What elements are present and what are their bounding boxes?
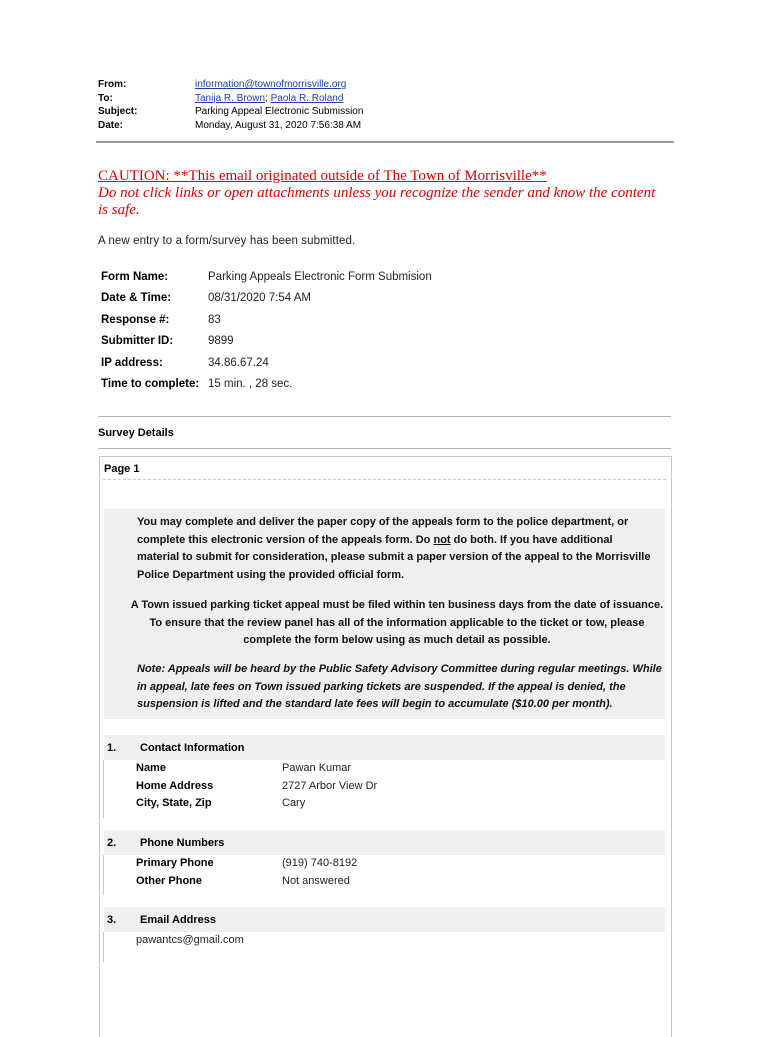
to-label: To:: [98, 92, 113, 104]
from-row: [98, 78, 363, 92]
notice-paragraph: [137, 514, 657, 584]
answer-value: Not answered: [282, 874, 350, 887]
question-header: [104, 830, 665, 855]
meta-row: [101, 288, 432, 310]
question-header: [104, 735, 665, 760]
answer-value: 2727 Arbor View Dr: [282, 779, 378, 792]
divider: [98, 448, 671, 449]
subject-label: Subject:: [98, 106, 138, 118]
answer-row: [136, 873, 357, 891]
meta-row: [101, 266, 432, 288]
meta-value: 08/31/2020 7:54 AM: [208, 292, 311, 305]
answer-value: (919) 740-8192: [282, 857, 358, 869]
intro-text: A new entry to a form/survey has been submitted.: [98, 235, 356, 247]
header-divider: [96, 141, 674, 143]
dashed-divider: [103, 479, 666, 480]
meta-label: Form Name:: [101, 270, 169, 283]
question-answers: [136, 855, 357, 890]
answer-row: [136, 778, 377, 796]
meta-row: [101, 331, 432, 353]
meta-row: [101, 374, 432, 396]
notice-text: You may complete and deliver the paper copy of the appeals form to the police department, or complete this electronic version of the appeals form. Do: [137, 516, 629, 546]
question-number: 3.: [107, 913, 117, 926]
meta-value: 9899: [208, 335, 234, 348]
answer-label: Home Address: [136, 779, 214, 792]
question-header: [104, 907, 665, 932]
subject-value: Parking Appeal Electronic Submission: [195, 106, 364, 118]
caution-banner: [98, 168, 668, 219]
answer-label: City, State, Zip: [136, 797, 212, 810]
from-label: From:: [98, 79, 127, 90]
caution-message: Do not click links or open attachments unless you recognize the sender and know the content is safe.: [98, 185, 656, 218]
notice-emphasis: not: [433, 533, 451, 546]
answer-rule: [103, 855, 104, 895]
notice-paragraph: A Town issued parking ticket appeal must be filed within ten business days from the date of issuance. To ensure that the review panel has all of the information applicable to the ticket or tow, please complete the form below using as much detail as possible.: [130, 599, 664, 646]
answer-label: Other Phone: [136, 874, 203, 887]
to-value: [195, 92, 343, 106]
submission-meta: [101, 266, 432, 395]
answer-rule: [103, 760, 104, 818]
question-title: Email Address: [140, 913, 217, 926]
email-header: [98, 78, 363, 132]
to-recipient-link[interactable]: Tanija R. Brown: [195, 92, 266, 104]
answer-row: [136, 855, 357, 873]
date-label: Date:: [98, 119, 124, 131]
to-recipient-link[interactable]: Paola R. Roland: [270, 92, 344, 104]
meta-value: 34.86.67.24: [208, 356, 269, 369]
answer-value: Pawan Kumar: [282, 762, 352, 774]
meta-label: Response #:: [101, 313, 170, 326]
to-separator: ;: [265, 92, 268, 104]
notice-note: Note: Appeals will be heard by the Public Safety Advisory Committee during regular meetings. While in appeal, late fees on Town issued parking tickets are suspended. If the appeal is denied, the suspension is lifted and the standard late fees will begin to accumulate ($10.00 per month).: [137, 663, 662, 710]
question-title: Phone Numbers: [140, 836, 225, 849]
date-row: [98, 119, 363, 133]
page-label: Page 1: [104, 463, 140, 475]
meta-row: [101, 352, 432, 374]
answer-row: [136, 760, 377, 778]
meta-row: [101, 309, 432, 331]
question-answers: [136, 760, 377, 813]
survey-details-heading: Survey Details: [98, 427, 174, 439]
meta-value: 83: [208, 313, 221, 326]
meta-label: Time to complete:: [101, 378, 200, 391]
caution-title: CAUTION: **This email originated outside of The Town of Morrisville**: [98, 168, 547, 184]
answer-label: Primary Phone: [136, 857, 214, 869]
meta-label: Date & Time:: [101, 292, 172, 305]
subject-row: [98, 105, 363, 119]
meta-value: 15 min. , 28 sec.: [208, 378, 293, 391]
meta-label: IP address:: [101, 356, 163, 369]
email-answer: pawantcs@gmail.com: [136, 934, 244, 946]
answer-label: Name: [136, 762, 166, 774]
from-email-link[interactable]: information@townofmorrisville.org: [195, 79, 347, 90]
answer-rule: [103, 932, 104, 962]
question-number: 1.: [107, 741, 117, 754]
meta-value: Parking Appeals Electronic Form Submision: [208, 270, 432, 283]
meta-label: Submitter ID:: [101, 335, 174, 348]
divider: [98, 416, 671, 417]
question-number: 2.: [107, 836, 117, 849]
date-value: Monday, August 31, 2020 7:56:38 AM: [195, 119, 362, 131]
question-title: Contact Information: [140, 741, 245, 754]
answer-value: Cary: [282, 797, 306, 810]
notice-text: do both. If you have additional material to submit for consideration, please submit a paper version of the appeal to the Morrisville Police Department using the provided official form.: [137, 533, 651, 581]
answer-row: [136, 795, 377, 813]
from-value: [195, 78, 346, 92]
to-row: [98, 92, 363, 106]
